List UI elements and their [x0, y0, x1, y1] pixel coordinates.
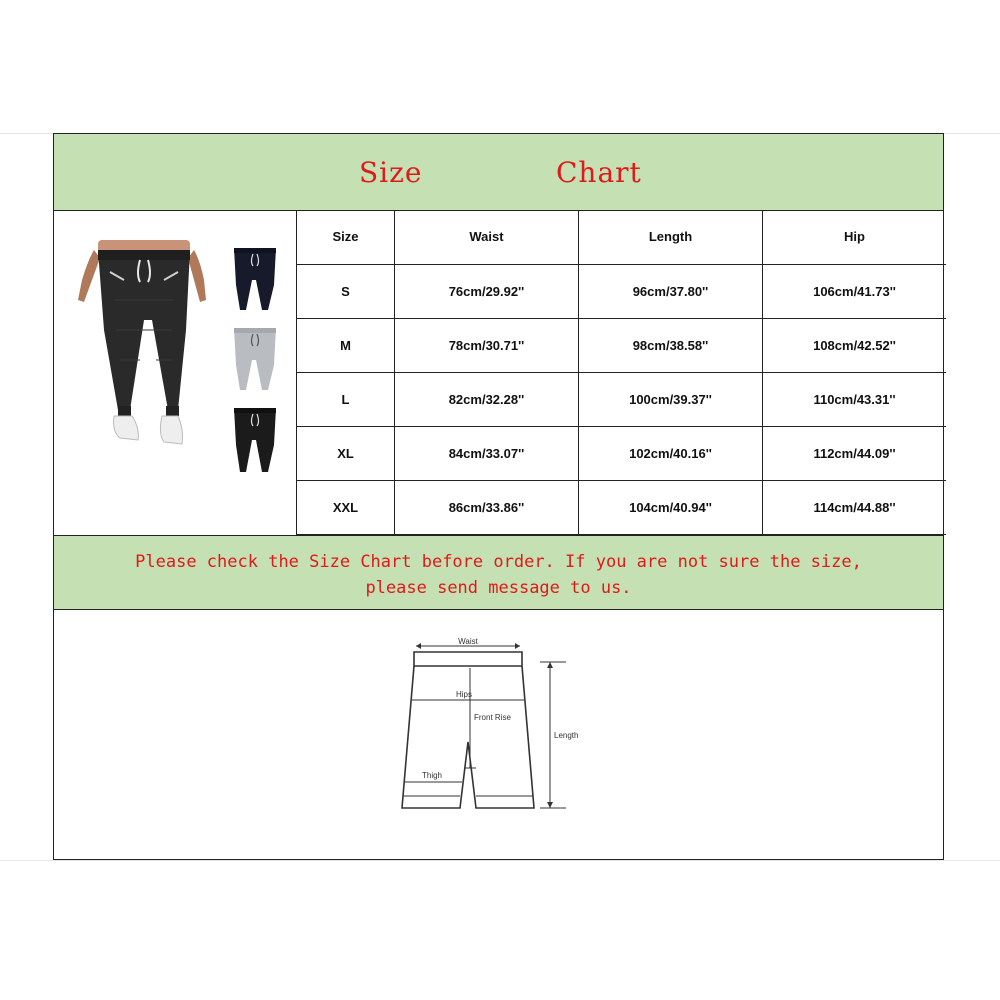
label-waist: Waist — [458, 637, 478, 646]
cell-waist: 78cm/30.71'' — [395, 318, 579, 372]
label-thigh: Thigh — [421, 771, 443, 780]
cell-hip: 110cm/43.31'' — [763, 372, 947, 426]
cell-hip: 112cm/44.09'' — [763, 426, 947, 480]
cell-hip: 114cm/44.88'' — [763, 480, 947, 534]
label-front-rise: Front Rise — [474, 713, 511, 722]
header-size: Size — [297, 210, 395, 264]
cell-length: 100cm/39.37'' — [579, 372, 763, 426]
cell-hip: 106cm/41.73'' — [763, 264, 947, 318]
notice-band — [54, 535, 943, 610]
waistband-outline — [414, 652, 522, 666]
cell-length: 104cm/40.94'' — [579, 480, 763, 534]
variant-navy — [234, 248, 276, 310]
size-table — [297, 210, 946, 535]
table-row — [297, 372, 946, 426]
title-size: Size — [359, 156, 423, 189]
cell-length: 98cm/38.58'' — [579, 318, 763, 372]
cell-length: 102cm/40.16'' — [579, 426, 763, 480]
table-row — [297, 264, 946, 318]
header-length: Length — [579, 210, 763, 264]
cell-waist: 84cm/33.07'' — [395, 426, 579, 480]
model-main — [78, 240, 206, 444]
cell-size: XXL — [297, 480, 395, 534]
notice-line-1: Please check the Size Chart before order. If you are not sure the size, — [135, 552, 862, 572]
cell-waist: 86cm/33.86'' — [395, 480, 579, 534]
table-header-row — [297, 210, 946, 264]
size-chart-frame — [53, 133, 944, 860]
cell-size: S — [297, 264, 395, 318]
variant-black — [234, 408, 276, 472]
variant-grey — [234, 328, 276, 390]
shorts-measurement-diagram — [394, 632, 634, 824]
cell-length: 96cm/37.80'' — [579, 264, 763, 318]
guide-line-bottom — [0, 860, 1000, 861]
cell-size: L — [297, 372, 395, 426]
table-row — [297, 426, 946, 480]
cell-size: XL — [297, 426, 395, 480]
shorts-outline — [402, 666, 534, 808]
product-photo-cell — [54, 210, 297, 535]
title-chart: Chart — [556, 156, 642, 189]
table-row — [297, 480, 946, 534]
product-photo — [54, 210, 297, 535]
table-row — [297, 318, 946, 372]
label-length: Length — [554, 731, 579, 740]
cell-waist: 82cm/32.28'' — [395, 372, 579, 426]
label-hips: Hips — [455, 690, 473, 699]
cell-size: M — [297, 318, 395, 372]
header-waist: Waist — [395, 210, 579, 264]
notice-line-2: please send message to us. — [365, 578, 632, 598]
cell-waist: 76cm/29.92'' — [395, 264, 579, 318]
cell-hip: 108cm/42.52'' — [763, 318, 947, 372]
header-hip: Hip — [763, 210, 947, 264]
title-band — [54, 134, 943, 211]
